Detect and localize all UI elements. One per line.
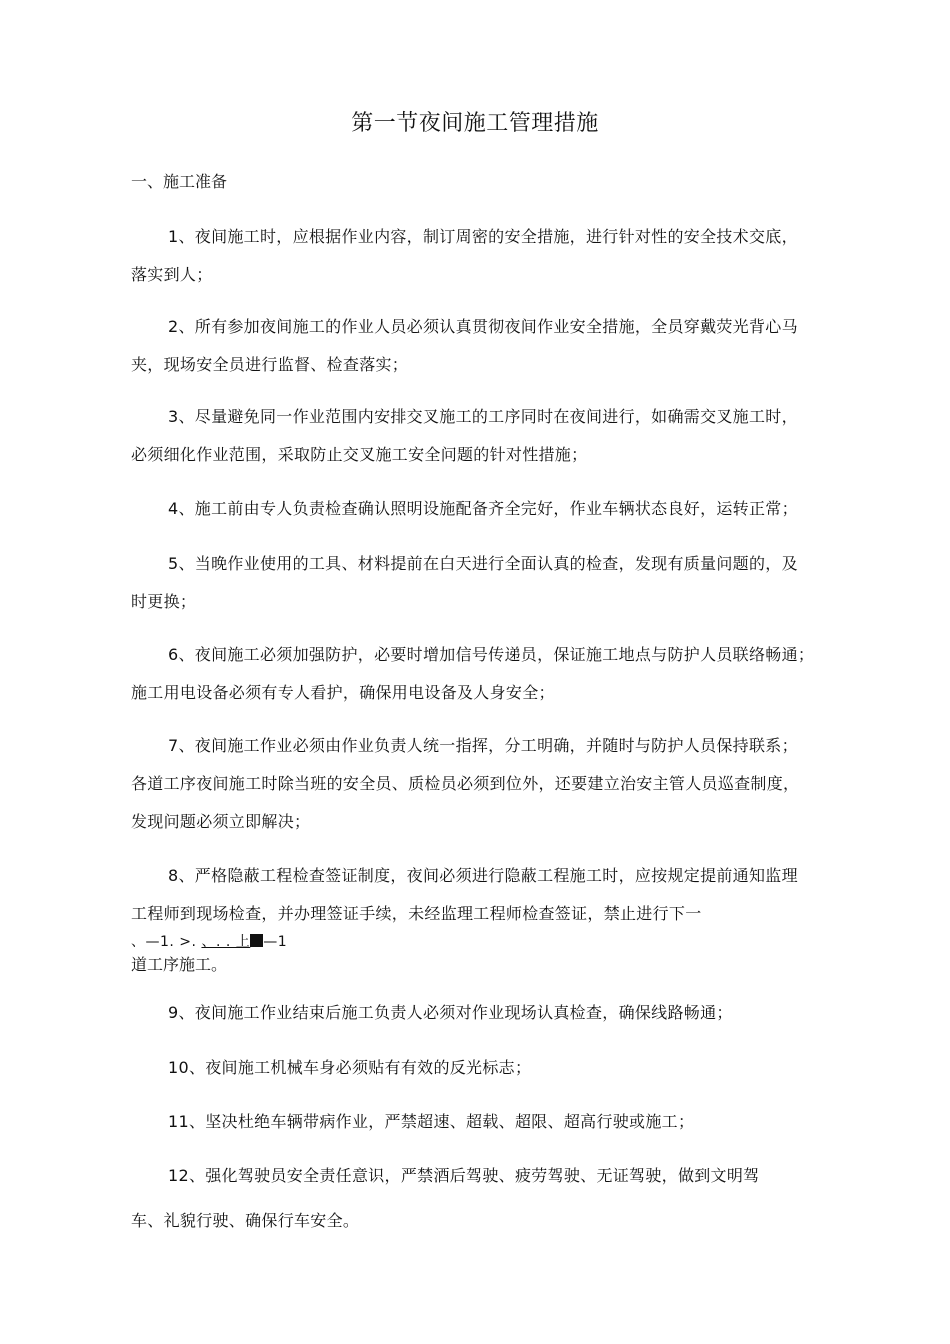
black-square-mark [250, 934, 263, 947]
item-line: 7、夜间施工作业必须由作业负责人统一指挥，分工明确，并随时与防护人员保持联系； [168, 736, 798, 755]
item-line: 2、所有参加夜间施工的作业人员必须认真贯彻夜间作业安全措施，全员穿戴荧光背心马 [168, 317, 798, 336]
list-item [131, 636, 873, 712]
section-heading: 一、施工准备 [131, 172, 228, 191]
item-line: 各道工序夜间施工时除当班的安全员、质检员必须到位外，还要建立治安主管人员巡查制度， [131, 774, 800, 793]
item-line: 12、强化驾驶员安全责任意识，严禁酒后驾驶、疲劳驾驶、无证驾驶，做到文明驾 [168, 1166, 760, 1185]
artifact-suffix: —1 [263, 934, 288, 950]
item-line: 落实到人； [131, 265, 213, 284]
scan-artifact-line [131, 932, 287, 952]
closing-line: 车、礼貌行驶、确保行车安全。 [131, 1211, 360, 1230]
item-line: 夹，现场安全员进行监督、检查落实； [131, 355, 409, 374]
item-line: 11、坚决杜绝车辆带病作业，严禁超速、超载、超限、超高行驶或施工； [168, 1112, 695, 1131]
item-line: 时更换； [131, 592, 197, 611]
item-line: 必须细化作业范围，采取防止交叉施工安全问题的针对性措施； [131, 445, 588, 464]
artifact-underlined: 、. . 上 [201, 934, 251, 950]
list-item [131, 545, 873, 621]
item-line: 9、夜间施工作业结束后施工负责人必须对作业现场认真检查，确保线路畅通； [168, 1003, 733, 1022]
item-line: 1、夜间施工时，应根据作业内容，制订周密的安全措施，进行针对性的安全技术交底， [168, 227, 798, 246]
item-line: 5、当晚作业使用的工具、材料提前在白天进行全面认真的检查，发现有质量问题的，及 [168, 554, 798, 573]
item-line: 8、严格隐蔽工程检查签证制度，夜间必须进行隐蔽工程施工时，应按规定提前通知监理 [168, 866, 798, 885]
list-item [131, 398, 873, 474]
item-line: 10、夜间施工机械车身必须贴有有效的反光标志； [168, 1058, 532, 1077]
item-line: 3、尽量避免同一作业范围内安排交叉施工的工序同时在夜间进行，如确需交叉施工时， [168, 407, 798, 426]
item-line: 施工用电设备必须有专人看护，确保用电设备及人身安全； [131, 683, 555, 702]
item-line: 4、施工前由专人负责检查确认照明设施配备齐全完好，作业车辆状态良好，运转正常； [168, 499, 798, 518]
list-item [131, 1049, 873, 1087]
list-item [131, 994, 873, 1032]
item-line: 发现问题必须立即解决； [131, 812, 311, 831]
list-item [131, 308, 873, 384]
list-item [131, 218, 873, 294]
list-item [131, 1157, 873, 1195]
list-item [131, 727, 873, 841]
list-item [131, 857, 873, 933]
item-line: 6、夜间施工必须加强防护，必要时增加信号传递员，保证施工地点与防护人员联络畅通； [168, 645, 815, 664]
artifact-prefix: 、—1. >. [131, 934, 202, 950]
item-line: 工程师到现场检查，并办理签证手续，未经监理工程师检查签证，禁止进行下一 [131, 904, 702, 923]
list-item [131, 1103, 873, 1141]
page-title: 第一节夜间施工管理措施 [351, 111, 599, 136]
artifact-tail: 道工序施工。 [131, 955, 228, 974]
list-item [131, 490, 873, 528]
